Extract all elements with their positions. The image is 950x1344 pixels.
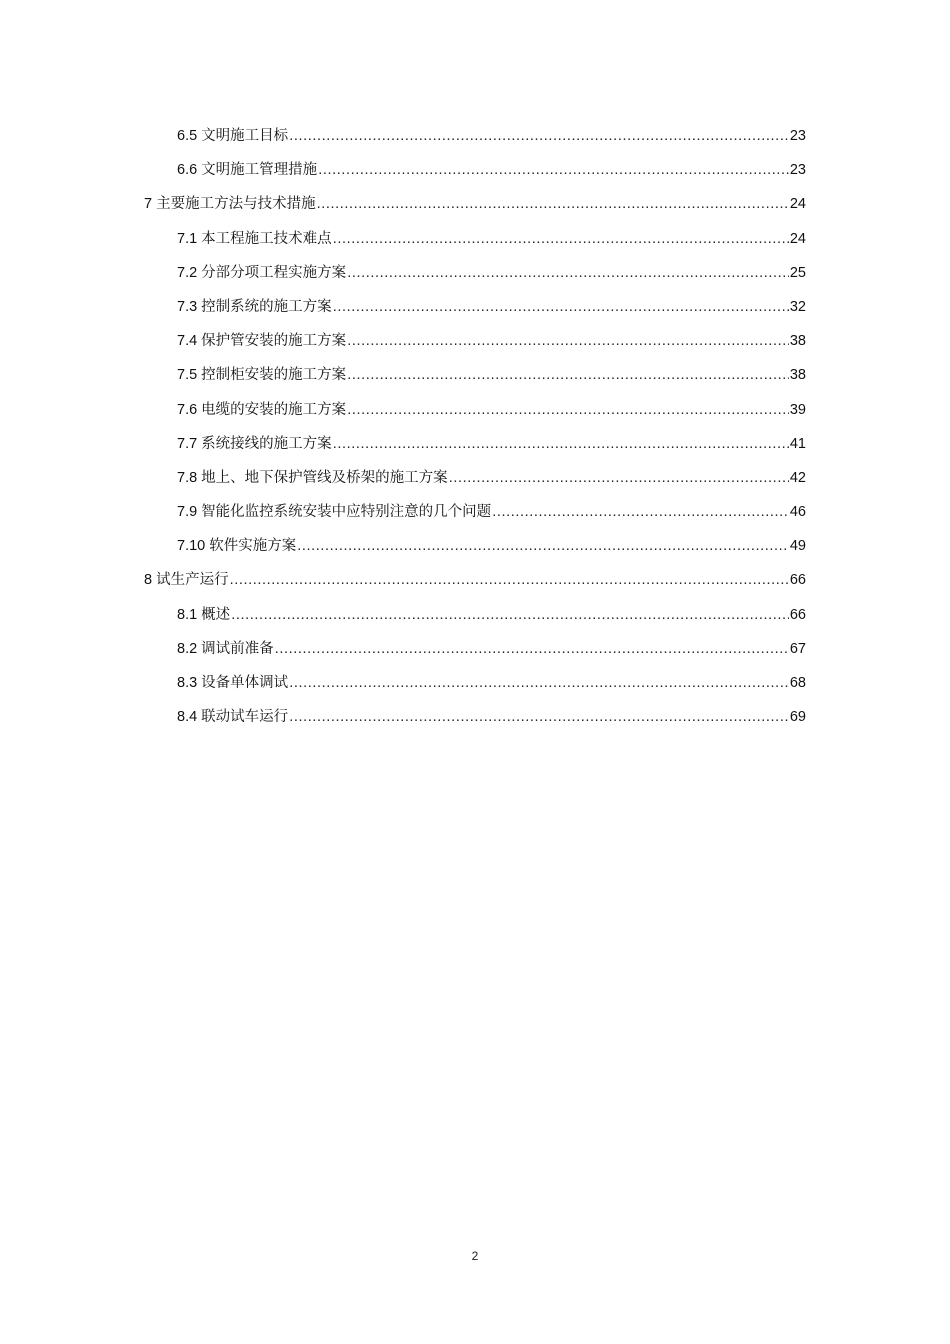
toc-entry[interactable]: [144, 330, 806, 364]
toc-leader-dots: [333, 433, 789, 455]
page-number: 2: [471, 1249, 479, 1263]
toc-entry-title: 8 试生产运行: [144, 572, 229, 589]
toc-entry[interactable]: [144, 672, 806, 706]
toc-leader-dots: [449, 467, 789, 489]
toc-entry-title: 7.2 分部分项工程实施方案: [177, 264, 347, 281]
toc-entry-title: 7.8 地上、地下保护管线及桥架的施工方案: [177, 469, 448, 486]
toc-leader-dots: [289, 672, 789, 694]
toc-entry-title: 7.7 系统接线的施工方案: [177, 435, 332, 452]
toc-entry-title: 7.3 控制系统的施工方案: [177, 298, 332, 315]
toc-leader-dots: [231, 604, 789, 626]
toc-entry-page: 46: [789, 504, 806, 521]
toc-entry-title: 7.5 控制柜安装的施工方案: [177, 367, 347, 384]
toc-entry[interactable]: [144, 228, 806, 262]
toc-entry-page: 42: [789, 469, 806, 486]
toc-leader-dots: [347, 262, 789, 284]
toc-entry[interactable]: [144, 604, 806, 638]
toc-leader-dots: [289, 125, 789, 147]
toc-leader-dots: [492, 501, 789, 523]
toc-entry[interactable]: [144, 535, 806, 569]
toc-leader-dots: [347, 330, 789, 352]
toc-leader-dots: [347, 399, 789, 421]
toc-entry-page: 23: [789, 162, 806, 179]
toc-entry-page: 24: [789, 230, 806, 247]
toc-entry[interactable]: [144, 569, 806, 603]
toc-leader-dots: [333, 296, 789, 318]
toc-entry-page: 69: [789, 709, 806, 726]
toc-entry-title: 8.1 概述: [177, 606, 231, 623]
toc-entry-page: 25: [789, 264, 806, 281]
toc-entry-title: 7.4 保护管安装的施工方案: [177, 333, 347, 350]
toc-entry-title: 6.6 文明施工管理措施: [177, 162, 318, 179]
toc-entry[interactable]: [144, 159, 806, 193]
toc-entry[interactable]: [144, 433, 806, 467]
toc-entry-page: 24: [789, 196, 806, 213]
toc-entry-title: 6.5 文明施工目标: [177, 128, 289, 144]
toc-entry-page: 66: [789, 606, 806, 623]
toc-entry-title: 7 主要施工方法与技术措施: [144, 196, 316, 213]
toc-leader-dots: [317, 193, 789, 215]
toc-entry-title: 7.1 本工程施工技术难点: [177, 230, 332, 247]
toc-entry-title: 8.2 调试前准备: [177, 640, 274, 657]
toc-entry[interactable]: [144, 364, 806, 398]
toc-leader-dots: [230, 569, 789, 591]
toc-leader-dots: [347, 364, 789, 386]
toc-entry[interactable]: [144, 399, 806, 433]
toc-entry-page: 32: [789, 298, 806, 315]
toc-entry[interactable]: [144, 193, 806, 227]
toc-leader-dots: [297, 535, 789, 557]
toc-entry[interactable]: [144, 467, 806, 501]
toc-entry-title: 7.10 软件实施方案: [177, 538, 297, 555]
table-of-contents: [144, 125, 806, 740]
toc-entry-page: 67: [789, 640, 806, 657]
toc-entry[interactable]: [144, 296, 806, 330]
toc-entry-page: 38: [789, 333, 806, 350]
toc-entry[interactable]: [144, 706, 806, 740]
toc-entry-page: 68: [789, 675, 806, 691]
toc-leader-dots: [289, 706, 789, 728]
toc-entry[interactable]: [144, 125, 806, 159]
toc-leader-dots: [318, 159, 789, 181]
toc-entry[interactable]: [144, 638, 806, 672]
toc-entry[interactable]: [144, 262, 806, 296]
toc-leader-dots: [333, 228, 789, 250]
toc-entry-page: 23: [789, 128, 806, 144]
toc-entry[interactable]: [144, 501, 806, 535]
toc-leader-dots: [275, 638, 789, 660]
toc-entry-page: 66: [789, 572, 806, 589]
toc-entry-page: 39: [789, 401, 806, 418]
toc-entry-title: 8.4 联动试车运行: [177, 709, 289, 726]
toc-entry-page: 38: [789, 367, 806, 384]
toc-entry-title: 7.9 智能化监控系统安装中应特别注意的几个问题: [177, 504, 492, 521]
toc-entry-page: 41: [789, 435, 806, 452]
toc-entry-title: 7.6 电缆的安装的施工方案: [177, 401, 347, 418]
toc-entry-title: 8.3 设备单体调试: [177, 675, 289, 691]
toc-entry-page: 49: [789, 538, 806, 555]
